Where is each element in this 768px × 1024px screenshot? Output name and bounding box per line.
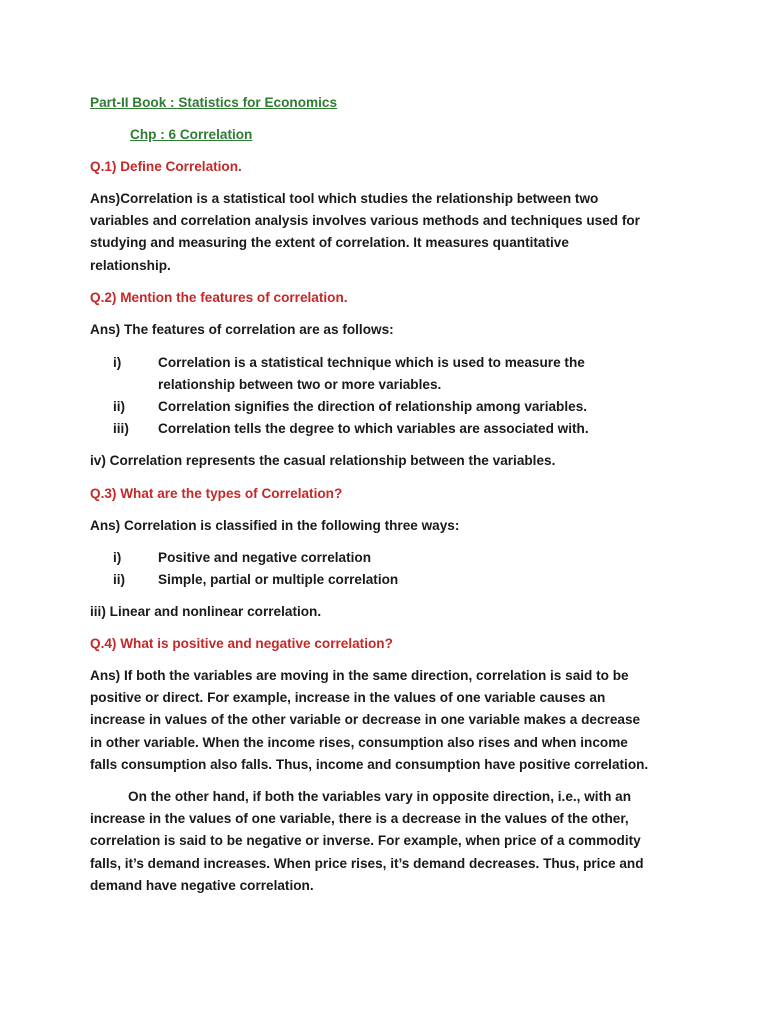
answer-4-line: falls consumption also falls. Thus, income and consumption have positive correlation. bbox=[90, 756, 649, 772]
list-item-number: ii) bbox=[113, 399, 126, 414]
answer-4-second-paragraph bbox=[90, 786, 690, 897]
answer-4 bbox=[90, 665, 690, 776]
list-item-number: i) bbox=[113, 550, 122, 565]
answer-4b-line: On the other hand, if both the variables vary in opposite direction, i.e., with an bbox=[128, 789, 632, 804]
answer-4b-line: demand have negative correlation. bbox=[90, 877, 314, 893]
answer-3-item-iii: iii) Linear and nonlinear correlation. bbox=[90, 604, 322, 619]
answer-4-line: Ans) If both the variables are moving in the same direction, correlation is said to be bbox=[90, 668, 629, 683]
list-item-number: i) bbox=[113, 355, 122, 370]
list-item-number: iii) bbox=[113, 421, 129, 436]
answer-4-line: increase in values of the other variable or decrease in one variable makes a decrease bbox=[90, 712, 641, 728]
question-3: Q.3) What are the types of Correlation? bbox=[90, 486, 343, 501]
answer-1-line: studying and measuring the extent of correlation. It measures quantitative bbox=[90, 235, 569, 251]
question-1: Q.1) Define Correlation. bbox=[90, 159, 242, 174]
answer-4b-line: increase in the values of one variable, there is a decrease in the values of the other, bbox=[90, 811, 629, 827]
chapter-title: Chp : 6 Correlation bbox=[130, 127, 253, 142]
answer-3-intro: Ans) Correlation is classified in the following three ways: bbox=[90, 518, 460, 533]
answer-1 bbox=[90, 188, 690, 277]
answer-4b-line: correlation is said to be negative or inverse. For example, when price of a commodity bbox=[90, 833, 641, 849]
answer-4-line: positive or direct. For example, increase in the values of one variable causes an bbox=[90, 690, 606, 706]
list-item-text: relationship between two or more variables. bbox=[158, 377, 442, 392]
question-4: Q.4) What is positive and negative correlation? bbox=[90, 636, 393, 651]
answer-1-line: variables and correlation analysis involves various methods and techniques used for bbox=[90, 213, 640, 229]
answer-4-line: in other variable. When the income rises, consumption also rises and when income bbox=[90, 734, 628, 750]
list-item-text: Positive and negative correlation bbox=[158, 550, 372, 565]
list-item-text: Correlation is a statistical technique which is used to measure the bbox=[158, 355, 585, 370]
answer-2-item-iv: iv) Correlation represents the casual relationship between the variables. bbox=[90, 453, 556, 468]
list-item-text: Simple, partial or multiple correlation bbox=[158, 572, 399, 587]
answer-2-intro: Ans) The features of correlation are as follows: bbox=[90, 322, 394, 337]
answer-1-line: Ans)Correlation is a statistical tool which studies the relationship between two bbox=[90, 191, 599, 206]
answer-1-line: relationship. bbox=[90, 257, 171, 273]
list-item-number: ii) bbox=[113, 572, 126, 587]
book-title: Part-II Book : Statistics for Economics bbox=[90, 95, 338, 110]
question-2: Q.2) Mention the features of correlation. bbox=[90, 290, 348, 305]
answer-4b-line: falls, it’s demand increases. When price rises, it’s demand decreases. Thus, price and bbox=[90, 855, 644, 871]
list-item-text: Correlation signifies the direction of relationship among variables. bbox=[158, 399, 588, 414]
list-item-text: Correlation tells the degree to which variables are associated with. bbox=[158, 421, 589, 436]
